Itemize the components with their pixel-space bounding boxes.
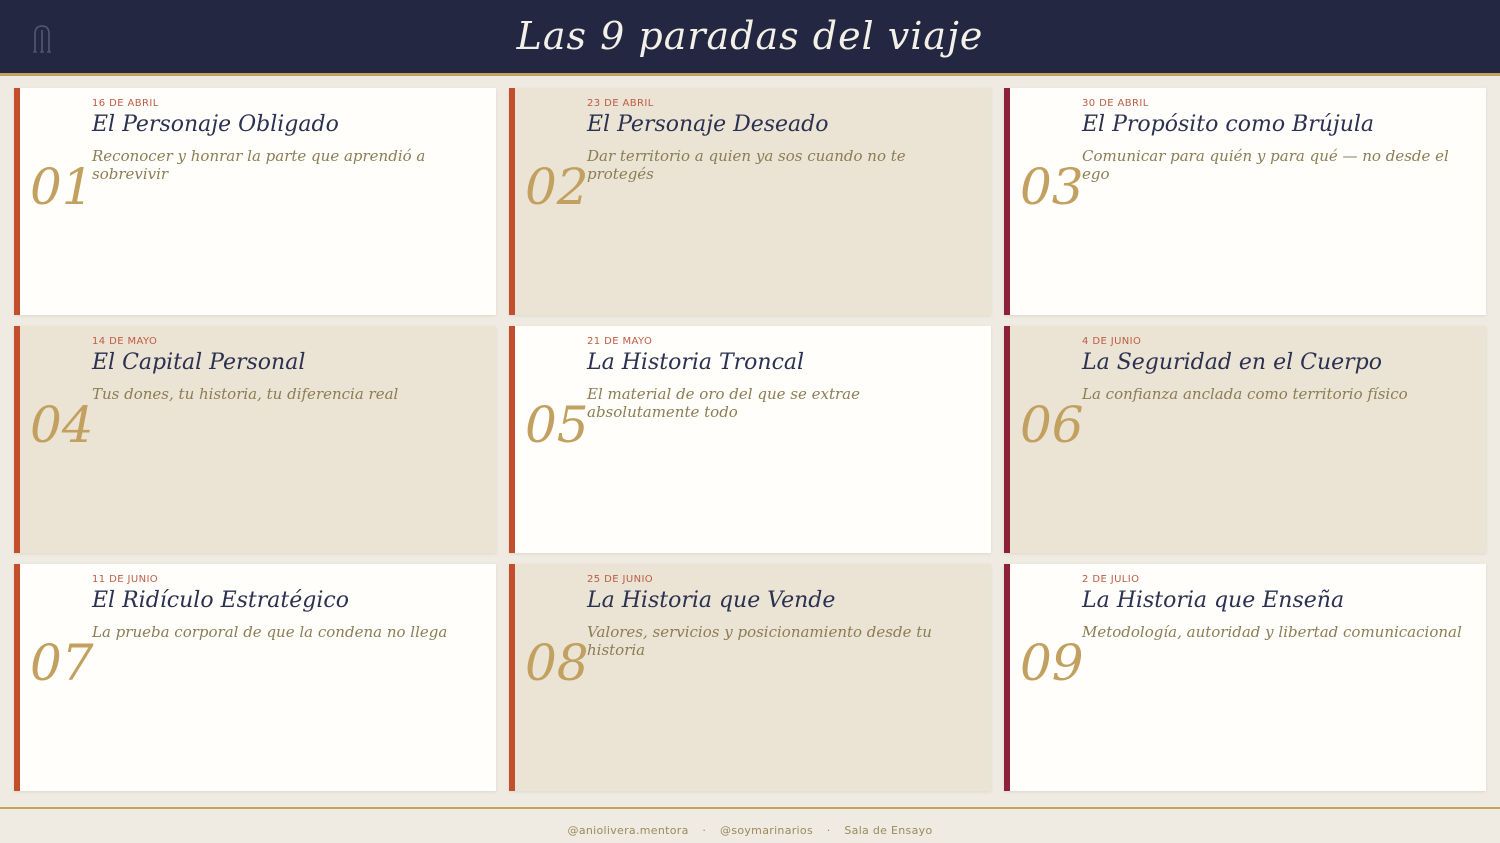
card-subtitle: Reconocer y honrar la parte que aprendió a sobrevivir <box>92 147 426 184</box>
card-date: 23 DE ABRIL <box>587 98 654 109</box>
footer-separator: · <box>826 824 831 837</box>
card-title: El Personaje Deseado <box>587 112 829 137</box>
card-09 <box>1004 564 1486 791</box>
card-07 <box>14 564 496 791</box>
card-number: 01 <box>30 158 94 216</box>
card-number: 05 <box>525 396 589 454</box>
card-subtitle: Tus dones, tu historia, tu diferencia real <box>92 385 399 404</box>
card-subtitle: El material de oro del que se extrae absolutamente todo <box>587 385 860 422</box>
card-title: La Seguridad en el Cuerpo <box>1082 350 1382 375</box>
footer <box>0 807 1500 837</box>
footer-handle-marinarios: @soymarinarios <box>720 824 813 837</box>
card-title: El Personaje Obligado <box>92 112 339 137</box>
card-subtitle: Dar territorio a quien ya sos cuando no te protegés <box>587 147 906 184</box>
header <box>0 0 1500 76</box>
card-number: 02 <box>525 158 589 216</box>
card-subtitle: Metodología, autoridad y libertad comunicacional <box>1082 623 1462 642</box>
card-date: 21 DE MAYO <box>587 336 653 347</box>
card-03 <box>1004 88 1486 315</box>
card-title: El Propósito como Brújula <box>1082 112 1375 137</box>
card-title: El Capital Personal <box>92 350 306 375</box>
card-date: 4 DE JUNIO <box>1082 336 1142 347</box>
card-title: La Historia que Enseña <box>1082 588 1345 613</box>
card-date: 25 DE JUNIO <box>587 574 654 585</box>
card-title: La Historia que Vende <box>587 588 836 613</box>
card-date: 14 DE MAYO <box>92 336 158 347</box>
card-subtitle: Valores, servicios y posicionamiento desde tu historia <box>587 623 932 660</box>
card-number: 08 <box>525 634 589 692</box>
card-02 <box>509 88 991 315</box>
card-date: 30 DE ABRIL <box>1082 98 1149 109</box>
card-05 <box>509 326 991 553</box>
card-subtitle: Comunicar para quién y para qué — no desde el ego <box>1082 147 1449 184</box>
footer-handle-mentora: @aniolivera.mentora <box>567 824 689 837</box>
card-number: 03 <box>1020 158 1084 216</box>
card-number: 04 <box>30 396 94 454</box>
card-number: 09 <box>1020 634 1084 692</box>
card-date: 16 DE ABRIL <box>92 98 159 109</box>
card-number: 07 <box>30 634 94 692</box>
footer-brand: Sala de Ensayo <box>844 824 933 837</box>
card-date: 2 DE JULIO <box>1082 574 1140 585</box>
card-06 <box>1004 326 1486 553</box>
card-number: 06 <box>1020 396 1084 454</box>
card-04 <box>14 326 496 553</box>
card-date: 11 DE JUNIO <box>92 574 159 585</box>
card-subtitle: La confianza anclada como territorio físico <box>1082 385 1408 404</box>
card-01 <box>14 88 496 315</box>
page-title: Las 9 paradas del viaje <box>516 14 984 58</box>
footer-separator: · <box>702 824 707 837</box>
arch-icon <box>32 23 52 53</box>
card-subtitle: La prueba corporal de que la condena no llega <box>92 623 448 642</box>
cards-grid <box>0 76 1500 791</box>
card-title: La Historia Troncal <box>587 350 805 375</box>
card-title: El Ridículo Estratégico <box>92 588 349 613</box>
card-08 <box>509 564 991 791</box>
